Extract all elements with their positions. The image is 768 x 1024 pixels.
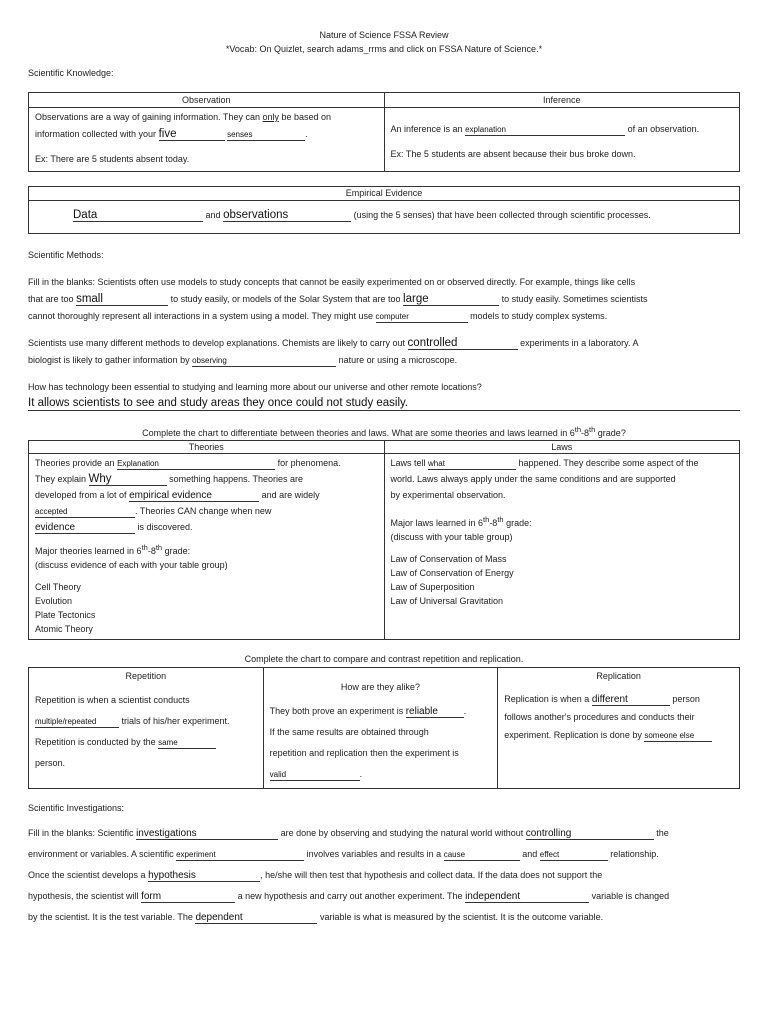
investigations-paragraph: Fill in the blanks: Scientific investigations are done by observing and studying the natural world without controlling the environment or variables. A scientific experiment involves variables and results in a cause and effect relationship. Once the scientist develops a hypothesis , he/she will then test that hypothesis and collect data. If the data does not support the hypothesis, the scientist will form a new hypothesis and carry out another experiment. The independent variable is changed by the scientist. It is the test variable. The dependent variable is what is measured by the scientist. It is the outcome variable. [28,828,670,923]
list-item: Law of Superposition [390,582,475,592]
theories-cell: Theories provide an Explanation for phenomena. They explain Why something happens. Theories are developed from a lot of empirical evidence and are widely accepted . Theories CAN change when new evidence is discovered. Major theories learned in 6th-8th grade: (discuss evidence of each with your table group) Cell Theory Evolution Plate Tectonics Atomic Theory [29,454,385,640]
answer-someone-else[interactable]: someone else [644,730,712,742]
answer-data[interactable]: Data [73,210,203,222]
answer-small[interactable]: small [76,294,168,306]
laws-cell: Laws tell what happened. They describe some aspect of the world. Laws always apply under the same conditions and are supported by experimental observation. Major laws learned in 6th-8th grade: (discuss with your table group) Law of Conservation of Mass Law of Conservation of Energy Law of Superposition Law of Universal Gravitation [384,454,740,640]
answer-theory-explanation[interactable]: Explanation [117,458,275,470]
answer-why[interactable]: Why [89,474,167,486]
answer-large[interactable]: large [403,294,499,306]
repetition-cell: Repetition Repetition is when a scientist conducts multiple/repeated trials of his/her experiment. Repetition is conducted by the same person. [29,668,264,789]
laws-header: Laws [384,441,740,454]
methods-heading: Scientific Methods: [28,250,104,260]
answer-different[interactable]: different [592,694,670,706]
repetition-replication-prompt: Complete the chart to compare and contrast repetition and replication. [244,654,524,664]
observation-example: Ex: There are 5 students absent today. [35,154,190,164]
replication-cell: Replication Replication is when a different person follows another's procedures and conducts their experiment. Replication is done by someone else [498,668,740,789]
knowledge-heading: Scientific Knowledge: [28,68,114,78]
answer-reliable[interactable]: reliable [406,706,464,718]
answer-observations[interactable]: observations [223,210,351,222]
inference-example: Ex: The 5 students are absent because their bus broke down. [390,149,636,159]
answer-effect[interactable]: effect [540,849,608,861]
investigations-heading: Scientific Investigations: [28,803,125,813]
vocab-note: *Vocab: On Quizlet, search adams_rrms and click on FSSA Nature of Science.* [225,44,543,54]
answer-dependent[interactable]: dependent [195,912,317,924]
list-item: Law of Conservation of Energy [390,568,514,578]
answer-computer[interactable]: computer [376,311,468,323]
theories-header: Theories [29,441,385,454]
alike-header: How are they alike? [340,682,420,692]
answer-controlled[interactable]: controlled [408,338,518,350]
observation-cell: Observations are a way of gaining information. They can only be based on information collected with your five senses . Ex: There are 5 students absent today. [29,108,385,172]
inference-header: Inference [384,93,740,108]
answer-senses[interactable]: senses [227,129,305,141]
major-theories-label: Major theories learned in 6th-8th grade: [35,543,191,556]
list-item: Cell Theory [35,582,81,592]
answer-observing[interactable]: observing [192,355,336,367]
answer-cause[interactable]: cause [444,849,520,861]
answer-evidence[interactable]: evidence [35,522,135,534]
answer-what[interactable]: what [428,458,516,470]
observation-header: Observation [29,93,385,108]
answer-investigations[interactable]: investigations [136,828,278,840]
answer-empirical-evidence[interactable]: empirical evidence [129,490,259,502]
list-item: Atomic Theory [35,624,93,634]
alike-cell: How are they alike? They both prove an experiment is reliable . If the same results are obtained through repetition and replication then the experiment is valid . [263,668,498,789]
list-item: Law of Universal Gravitation [390,596,504,606]
theories-list [35,580,378,636]
only-word: only [262,112,279,122]
answer-controlling[interactable]: controlling [526,828,654,840]
page-title: Nature of Science FSSA Review [319,30,449,40]
empirical-evidence-header: Empirical Evidence [29,187,739,201]
inference-cell: An inference is an explanation of an observation. Ex: The 5 students are absent because their bus broke down. [384,108,740,172]
answer-experiment[interactable]: experiment [176,849,304,861]
major-laws-label: Major laws learned in 6th-8th grade: [390,515,532,528]
header [28,28,740,56]
observation-inference-table [28,92,740,172]
replication-header: Replication [596,671,641,681]
list-item: Plate Tectonics [35,610,96,620]
answer-explanation[interactable]: explanation [465,124,625,136]
answer-same[interactable]: same [158,737,216,749]
answer-technology[interactable]: It allows scientists to see and study areas they once could not study easily. [28,396,740,411]
answer-multiple-repeated[interactable]: multiple/repeated [35,716,119,728]
answer-accepted[interactable]: accepted [35,506,135,518]
laws-list [391,552,734,608]
answer-hypothesis[interactable]: hypothesis [148,870,260,882]
repetition-header: Repetition [125,671,167,681]
answer-form[interactable]: form [141,891,235,903]
list-item: Law of Conservation of Mass [390,554,507,564]
methods-paragraph-1: Fill in the blanks: Scientists often use models to study concepts that cannot be easily experimented on or observed directly. For example, things like cells that are too small to study easily, or models of the Solar System that are too large to study easily. Sometimes scientists cannot thoroughly represent all interactions in a system using a model. They might use computer models to study complex systems. [28,277,648,321]
answer-five[interactable]: five [159,129,225,141]
answer-independent[interactable]: independent [465,891,589,903]
answer-valid[interactable]: valid [270,769,360,781]
theories-laws-table [28,440,740,640]
list-item: Evolution [35,596,73,606]
empirical-evidence-box: Empirical Evidence Data and observations (using the 5 senses) that have been collected through scientific processes. [28,186,740,234]
theories-laws-prompt: Complete the chart to differentiate between theories and laws. What are some theories and laws learned in 6th-8th grade? [142,425,626,438]
methods-paragraph-2: Scientists use many different methods to develop explanations. Chemists are likely to carry out controlled experiments in a laboratory. A biologist is likely to gather information by observing nature or using a microscope. [28,337,639,365]
technology-question: How has technology been essential to studying and learning more about our universe and other remote locations? It allows scientists to see and study areas they once could not study easily. [28,379,740,411]
repetition-replication-table [28,667,740,789]
